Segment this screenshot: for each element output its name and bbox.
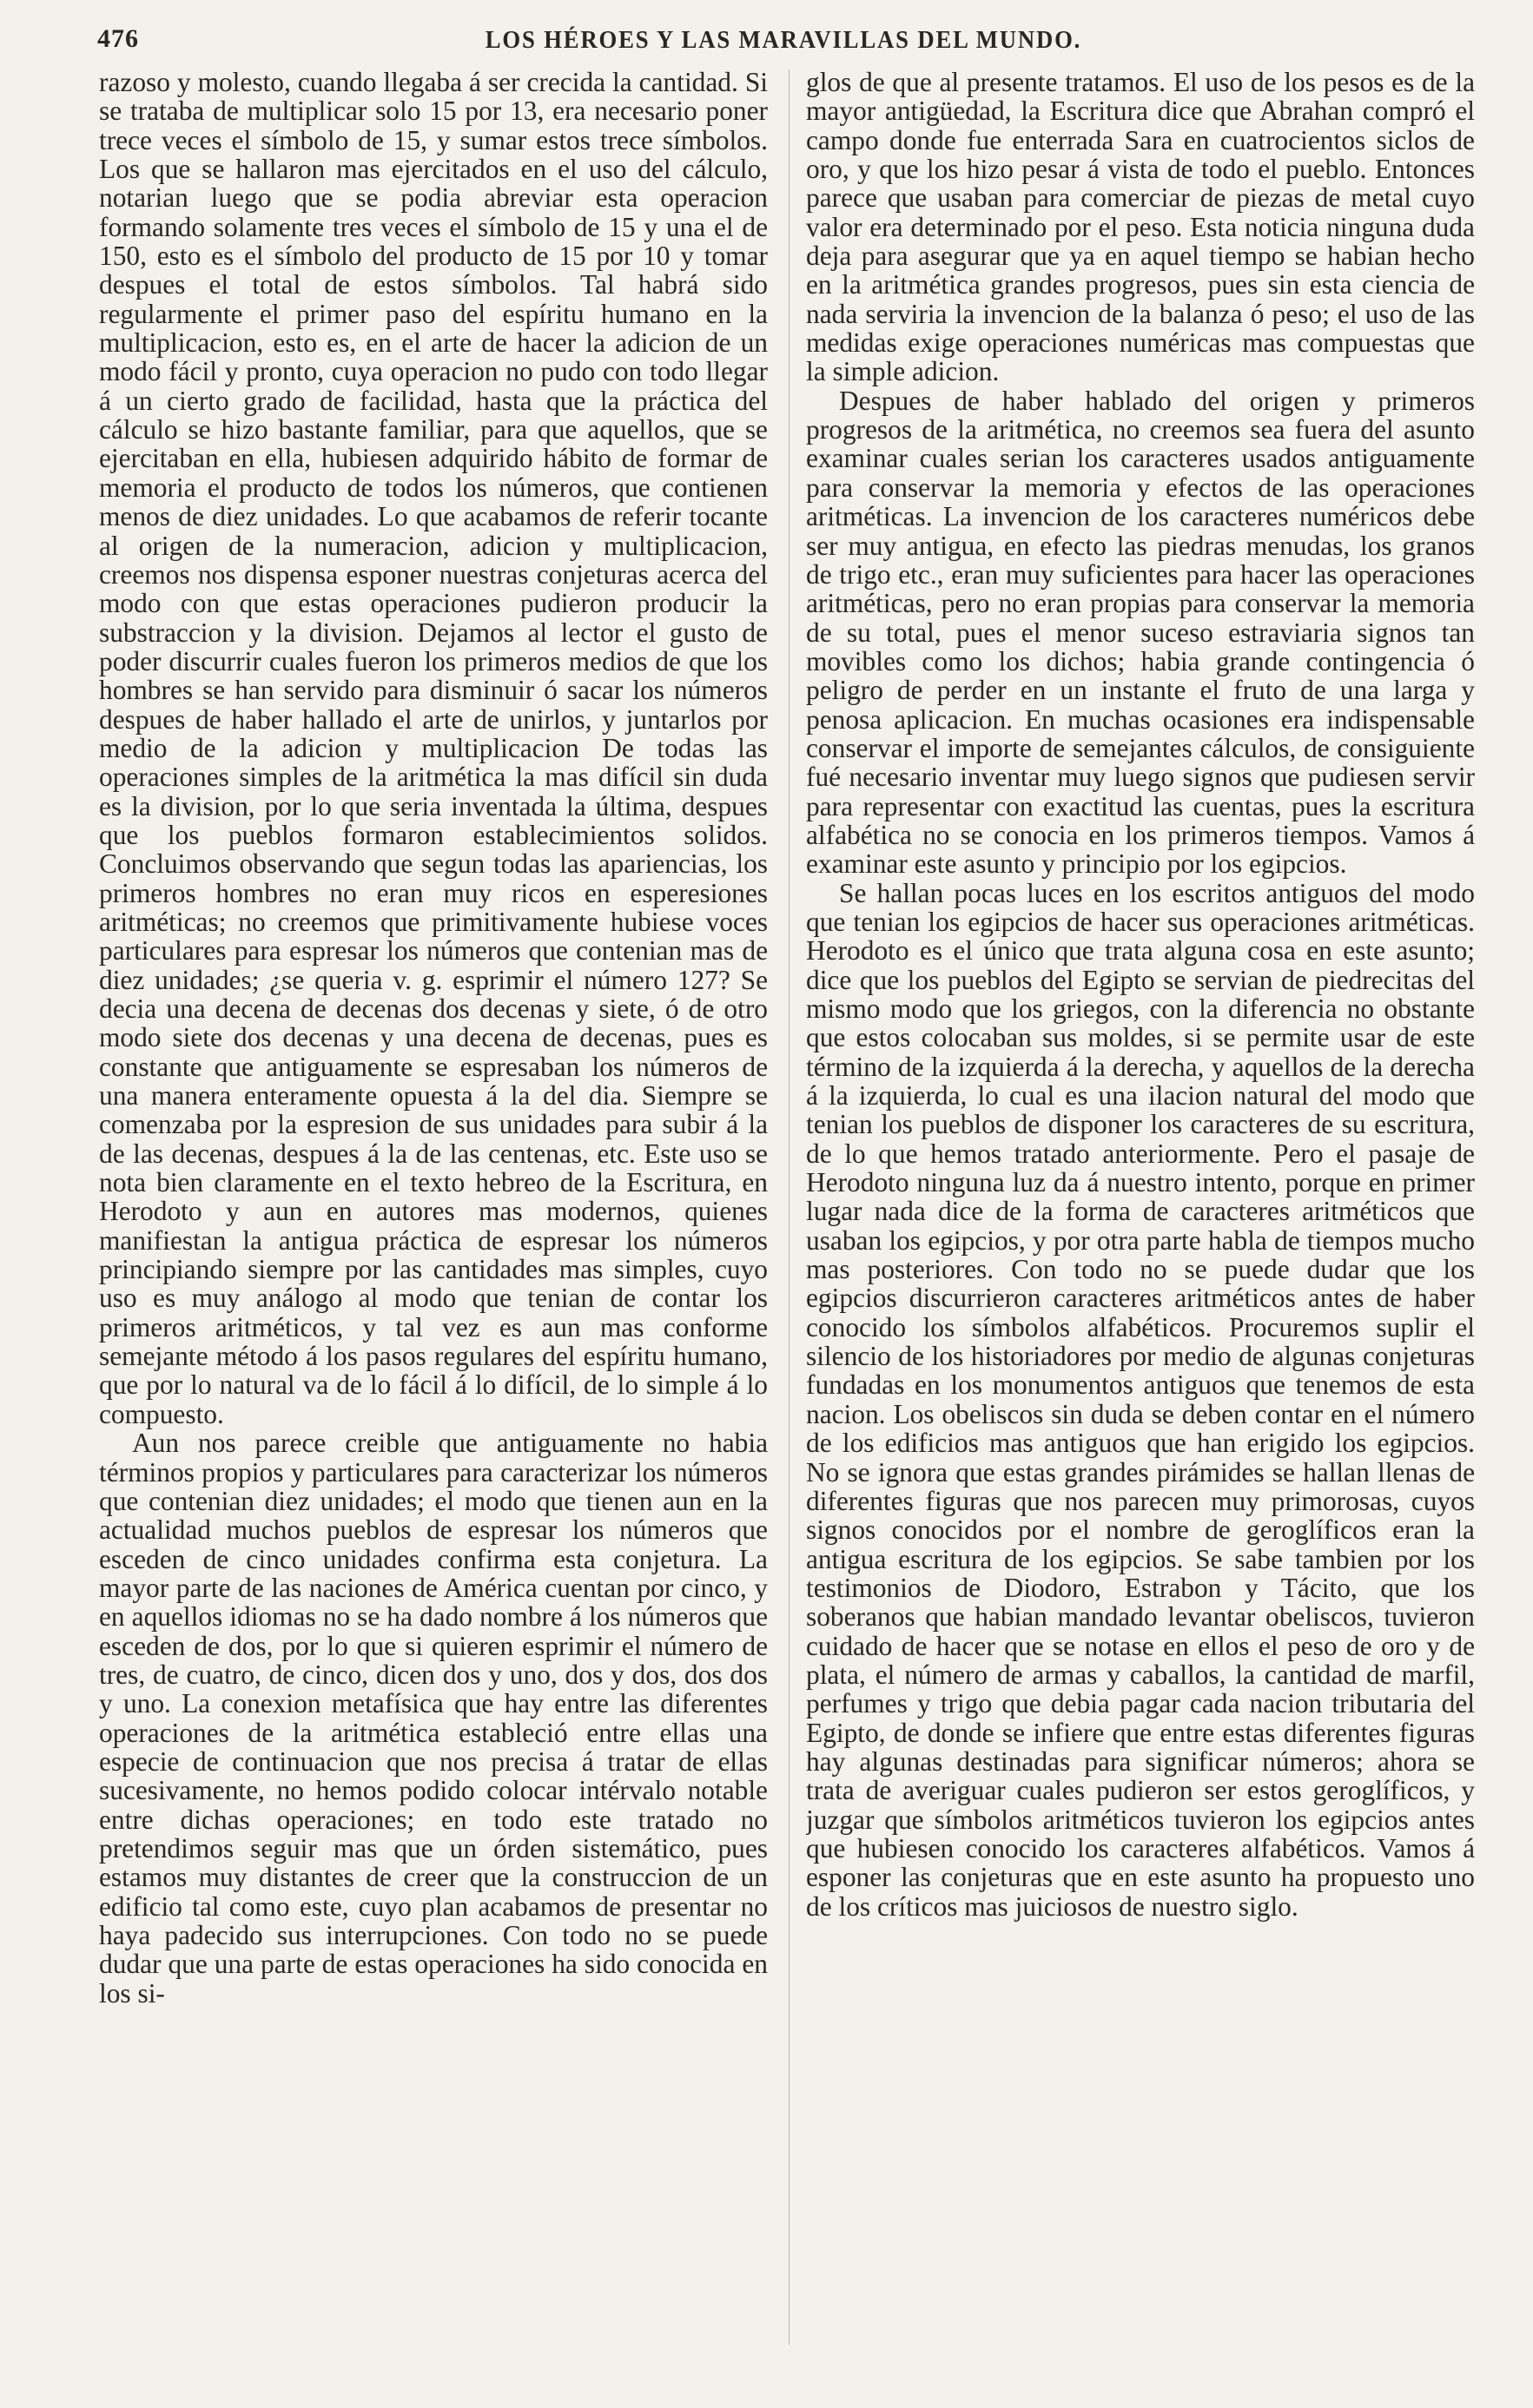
page-number: 476: [97, 24, 139, 53]
page-header: [97, 24, 1470, 63]
right-paragraph-3: Se hallan pocas luces en los escritos antiguos del modo que tenian los egipcios de hacer sus operaciones aritméticas. Herodoto es el único que trata alguna cosa en este asunto; dice que los pueblos del Egipto se servian de piedrecitas del mismo modo que los griegos, con la diferencia no obstante que estos colocaban sus moldes, si se permite usar de este término de la izquierda á la derecha, y aquellos de la derecha á la izquierda, lo cual es una ilacion natural del modo que tenian los pueblos de disponer los caracteres de su escritura, de lo que hemos tratado anteriormente. Pero el pasaje de Herodoto ninguna luz da á nuestro intento, porque en primer lugar nada dice de la forma de caracteres aritméticos que usaban los egipcios, y por otra parte habla de tiempos mucho mas posteriores. Con todo no se puede dudar que los egipcios discurrieron caracteres aritméticos antes de haber conocido los símbolos alfabéticos. Procuremos suplir el silencio de los historiadores por medio de algunas conjeturas fundadas en los monumentos antiguos que tenemos de esta nacion. Los obeliscos sin duda se deben contar en el número de los edificios mas antiguos que han erigido los egipcios. No se ignora que estas grandes pirámides se hallan llenas de diferentes figuras que nos parecen muy primorosas, cuyos signos conocidos por el nombre de geroglíficos eran la antigua escritura de los egipcios. Se sabe tambien por los testimonios de Diodoro, Estrabon y Tácito, que los soberanos que habian mandado levantar obeliscos, tuvieron cuidado de hacer que se notase en ellos el peso de oro y de plata, el número de armas y caballos, la cantidad de marfil, perfumes y trigo que debia pagar cada nacion tributaria del Egipto, de donde se infiere que entre estas diferentes figuras hay algunas destinadas para significar números; ahora se trata de averiguar cuales pudieron ser estos geroglíficos, y juzgar que símbolos aritméticos tuvieron los egipcios antes que hubiesen conocido los caracteres alfabéticos. Vamos á esponer las conjeturas que en este asunto ha propuesto uno de los críticos mas juiciosos de nuestro siglo.: [806, 877, 1475, 1922]
column-divider: [789, 69, 790, 2345]
right-paragraph-2: Despues de haber hablado del origen y primeros progresos de la aritmética, no creemos sea fuera del asunto examinar cuales serian los caracteres usados antiguamente para conservar la memoria y efectos de las operaciones aritméticas. La invencion de los caracteres numéricos debe ser muy antigua, en efecto las piedras menudas, los granos de trigo etc., eran muy suficientes para hacer las operaciones aritméticas, pero no eran propias para conservar la memoria de su total, pues el menor suceso estraviaria signos tan movibles como los dichos; habia grande contingencia ó peligro de perder en un instante el fruto de una larga y penosa aplicacion. En muchas ocasiones era indispensable conservar el importe de semejantes cálculos, de consiguiente fué necesario inventar muy luego signos que pudiesen servir para representar con exactitud las cuentas, pues la escritura alfabética no se conocia en los primeros tiempos. Vamos á examinar este asunto y principio por los egipcios.: [806, 385, 1475, 880]
left-paragraph-1: razoso y molesto, cuando llegaba á ser crecida la cantidad. Si se trataba de multiplicar solo 15 por 13, era necesario poner trece veces el símbolo de 15, y sumar estos trece símbolos. Los que se hallaron mas ejercitados en el uso del cálculo, notarian luego que se podia abreviar esta operacion formando solamente tres veces el símbolo de 15 y una el de 150, esto es el símbolo del producto de 15 por 10 y tomar despues el total de estos símbolos. Tal habrá sido regularmente el primer paso del espíritu humano en la multiplicacion, esto es, en el arte de hacer la adicion de un modo fácil y pronto, cuya operacion no pudo con todo llegar á un cierto grado de facilidad, hasta que la práctica del cálculo se hizo bastante familiar, para que aquellos, que se ejercitaban en ella, hubiesen adquirido hábito de formar de memoria el producto de todos los números, que contienen menos de diez unidades. Lo que acabamos de referir tocante al origen de la numeracion, adicion y multiplicacion, creemos nos dispensa esponer nuestras conjeturas acerca del modo con que estas operaciones pudieron producir la substraccion y la division. Dejamos al lector el gusto de poder discurrir cuales fueron los primeros medios de que los hombres se han servido para disminuir ó sacar los números despues de haber hallado el arte de unirlos, y juntarlos por medio de la adicion y multiplicacion De todas las operaciones simples de la aritmética la mas difícil sin duda es la division, por lo que seria inventada la última, despues que los pueblos formaron establecimientos solidos. Concluimos observando que segun todas las apariencias, los primeros hombres no eran muy ricos en esperesiones aritméticas; no creemos que primitivamente hubiese voces particulares para espresar los números que contenian mas de diez unidades; ¿se queria v. g. esprimir el número 127? Se decia una decena de decenas dos decenas y siete, ó de otro modo siete dos decenas y una decena de decenas, pues es constante que antiguamente se espresaban los números de una manera enteramente opuesta á la del dia. Siempre se comenzaba por la espresion de sus unidades para subir á la de las decenas, despues á la de las centenas, etc. Este uso se nota bien claramente en el texto hebreo de la Escritura, en Herodoto y aun en autores mas modernos, quienes manifiestan la antigua práctica de espresar los números principiando siempre por las cantidades mas simples, cuyo uso es muy análogo al modo que tenian de contar los primeros aritméticos, y tal vez es aun mas conforme semejante método á los pasos regulares del espíritu humano, que por lo natural va de lo fácil á lo difícil, de lo simple á lo compuesto.: [99, 68, 768, 1429]
left-column: [99, 68, 768, 2360]
running-title: LOS HÉROES Y LAS MARAVILLAS DEL MUNDO.: [485, 26, 1082, 54]
right-paragraph-1: glos de que al presente tratamos. El uso de los pesos es de la mayor antigüedad, la Escritura dice que Abrahan compró el campo donde fue enterrada Sara en cuatrocientos siclos de oro, y que los hizo pesar á vista de todo el pueblo. Entonces parece que usaban para comerciar de piezas de metal cuyo valor era determinado por el peso. Esta noticia ninguna duda deja para asegurar que ya en aquel tiempo se habian hecho en la aritmética grandes progresos, pues sin esta ciencia de nada serviria la invencion de la balanza ó peso; el uso de las medidas exige operaciones numéricas mas compuestas que la simple adicion.: [806, 68, 1475, 387]
right-column: [806, 68, 1475, 2360]
left-paragraph-2: Aun nos parece creible que antiguamente no habia términos propios y particulares para caracterizar los números que contenian diez unidades; el modo que tienen aun en la actualidad muchos pueblos de espresar los números que esceden de cinco unidades confirma esta conjetura. La mayor parte de las naciones de América cuentan por cinco, y en aquellos idiomas no se ha dado nombre á los números que esceden de dos, por lo que si quieren esprimir el número de tres, de cuatro, de cinco, dicen dos y uno, dos y dos, dos dos y uno. La conexion metafísica que hay entre las diferentes operaciones de la aritmética estableció entre ellas una especie de continuacion que nos precisa á tratar de ellas sucesivamente, no hemos podido colocar intérvalo notable entre dichas operaciones; en todo este tratado no pretendimos seguir mas que un órden sistemático, pues estamos muy distantes de creer que la construccion de un edificio tal como este, cuyo plan acabamos de presentar no haya padecido sus interrupciones. Con todo no se puede dudar que una parte de estas operaciones ha sido conocida en los si-: [99, 1428, 768, 2009]
